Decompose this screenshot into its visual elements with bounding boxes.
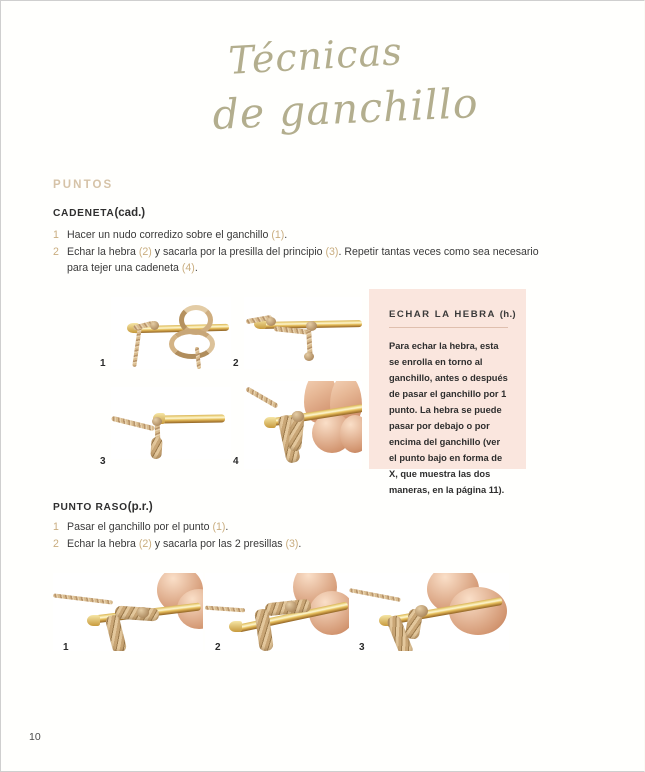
step-text-fragment: Pasar el ganchillo por el punto: [67, 521, 213, 533]
steps-list-cadeneta: [53, 227, 541, 277]
step-figure-reference: (3): [325, 245, 339, 258]
photo-caption-cadeneta-4: 4: [233, 456, 239, 467]
step-figure-reference: (3): [285, 537, 299, 550]
callout-title-main: ECHAR LA HEBRA: [389, 309, 500, 320]
step-text: [67, 536, 473, 553]
callout-echar-la-hebra: [369, 289, 526, 495]
photo-cadeneta-step-2: [244, 297, 362, 369]
photo-cadeneta-step-4: [244, 381, 362, 469]
step-text-fragment: .: [225, 521, 229, 533]
section-label-puntos: PUNTOS: [53, 179, 114, 191]
step-number: 1: [53, 229, 59, 241]
stitch-heading-punto-raso-abbrev: (p.r.): [127, 501, 153, 513]
photo-cadeneta-step-1: [111, 297, 231, 369]
page-title-line-1: Técnicas: [227, 29, 404, 83]
stitch-heading-punto-raso: [53, 501, 153, 513]
step-figure-reference: (2): [138, 537, 152, 550]
step-text-fragment: Echar la hebra: [67, 245, 139, 258]
stitch-heading-cadeneta-name: CADENETA: [53, 208, 115, 219]
step-number: 2: [53, 245, 59, 258]
step-text-fragment: Hacer un nudo corredizo sobre el ganchillo: [67, 229, 272, 241]
step-text: [67, 519, 473, 536]
stitch-heading-punto-raso-name: PUNTO RASO: [53, 502, 128, 513]
step-text-fragment: .: [284, 229, 288, 241]
photo-punto-raso-step-2: [205, 573, 355, 651]
photo-caption-punto-raso-3: 3: [359, 642, 365, 653]
photo-caption-cadeneta-3: 3: [100, 456, 106, 467]
photo-punto-raso-step-1: [53, 573, 203, 651]
step-text-fragment: . Repetir tantas veces como sea necesario para tejer una cadeneta: [67, 245, 539, 275]
photo-caption-cadeneta-1: 1: [100, 358, 106, 369]
step-row: [53, 227, 541, 244]
step-number: 1: [53, 521, 59, 533]
photo-caption-punto-raso-2: 2: [215, 642, 221, 653]
step-text: [67, 227, 541, 244]
steps-list-punto-raso: [53, 519, 473, 552]
step-text-fragment: y sacarla por las 2 presillas: [151, 537, 286, 550]
stitch-heading-cadeneta: [53, 207, 145, 219]
page-title-line-2: de ganchillo: [211, 78, 480, 140]
step-text-fragment: .: [298, 537, 302, 550]
step-text-fragment: Echar la hebra: [67, 537, 139, 550]
stitch-heading-cadeneta-abbrev: (cad.): [114, 207, 146, 219]
step-figure-reference: (4): [181, 262, 195, 275]
photo-punto-raso-step-3: [349, 573, 509, 651]
callout-body: Para echar la hebra, esta se enrolla en torno al ganchillo, antes o después de pasar el ganchillo por 1 punto. La hebra se puede pasar por debajo o por encima del ganchillo (ver el punto bajo en forma de X, que muestra las dos maneras, en la página 11).: [389, 341, 508, 495]
step-row: [53, 244, 541, 277]
photo-caption-punto-raso-1: 1: [63, 642, 69, 653]
callout-title-abbrev: (h.): [499, 309, 516, 320]
callout-title: [389, 309, 516, 328]
step-text: [67, 244, 541, 277]
page-title: [1, 29, 645, 140]
step-text-fragment: y sacarla por la presilla del principio: [151, 245, 326, 258]
step-figure-reference: (1): [212, 521, 226, 533]
step-row: [53, 519, 473, 536]
photo-cadeneta-step-3: [111, 387, 231, 459]
step-figure-reference: (2): [138, 245, 152, 258]
step-text-fragment: .: [194, 262, 198, 275]
page-number: 10: [29, 731, 41, 743]
step-row: [53, 536, 473, 553]
photo-caption-cadeneta-2: 2: [233, 358, 239, 369]
step-figure-reference: (1): [271, 229, 285, 241]
step-number: 2: [53, 537, 59, 550]
